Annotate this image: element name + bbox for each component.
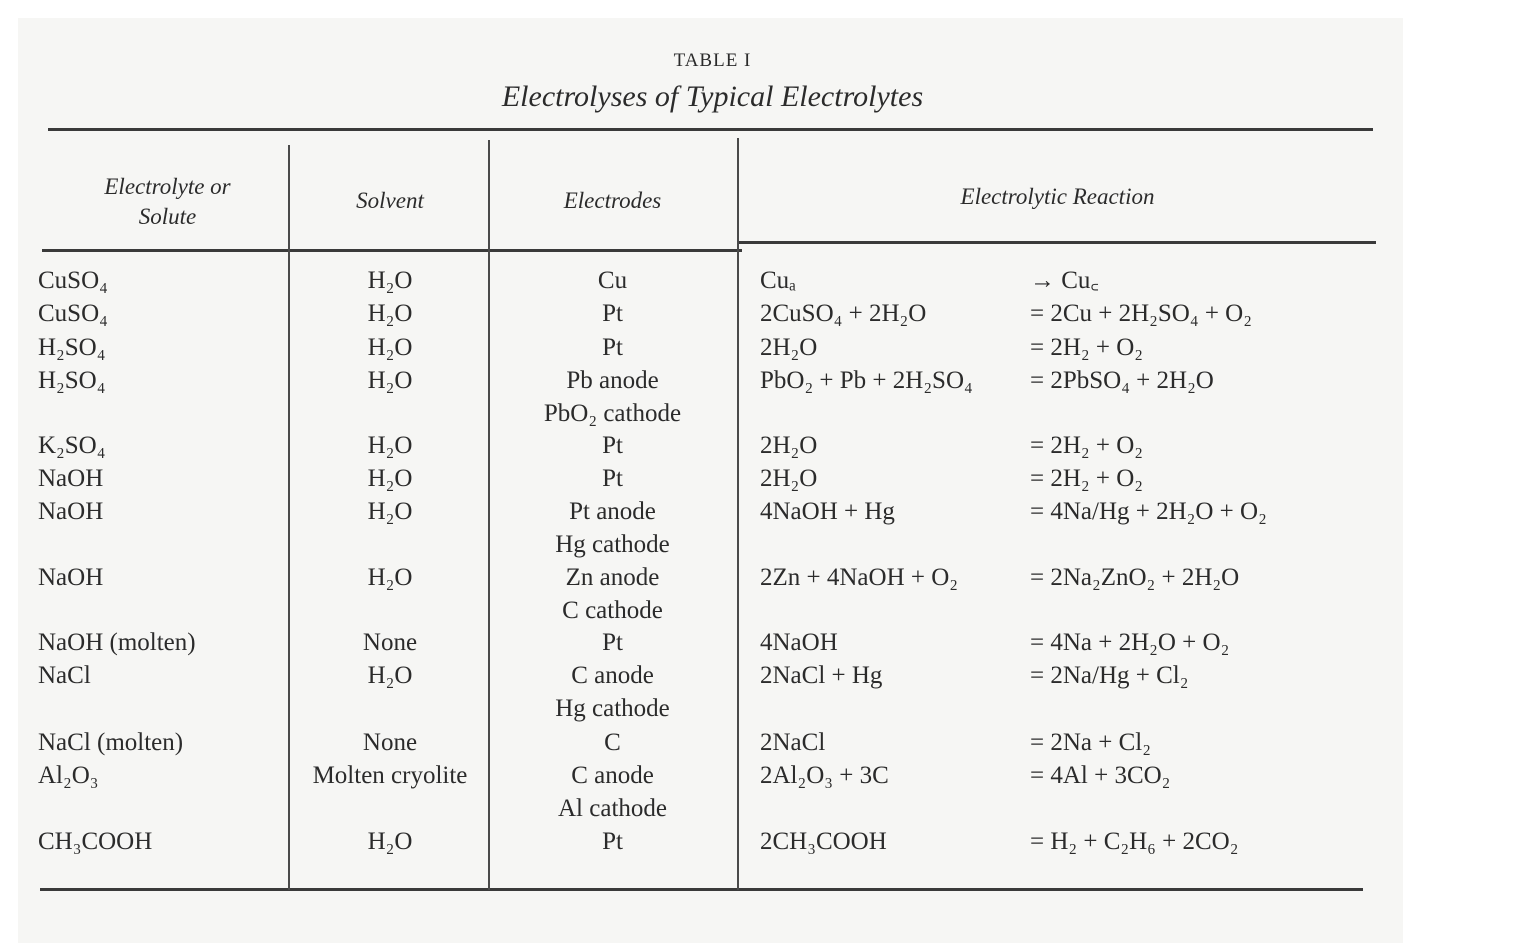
cell-reactants: PbO₂ + Pb + 2H₂SO₄ (760, 367, 973, 394)
cell-products: = H₂ + C₂H₆ + 2CO₂ (1030, 828, 1239, 855)
cell-electrodes: Al cathode (558, 795, 667, 822)
cell-reactants: 2NaCl + Hg (760, 662, 883, 689)
cell-reactants: 4NaOH + Hg (760, 498, 895, 525)
cell-reactants: 2H₂O (760, 465, 818, 492)
cell-solvent: H₂O (367, 465, 413, 492)
cell-reactants: 2CuSO₄ + 2H₂O (760, 300, 927, 327)
cell-electrodes: Pt (602, 300, 623, 327)
table-label: TABLE I (673, 50, 752, 71)
cell-reactants: 4NaOH (760, 629, 838, 656)
cell-reactants: 2H₂O (760, 432, 818, 459)
cell-electrolyte: K₂SO₄ (38, 432, 106, 459)
cell-solvent: None (362, 729, 418, 756)
cell-products: = 2H₂ + O₂ (1030, 432, 1143, 459)
cell-electrolyte: NaOH (38, 498, 104, 525)
cell-electrodes: Pt (602, 334, 623, 361)
cell-products: = 2Na₂ZnO₂ + 2H₂O (1030, 564, 1240, 591)
cell-solvent: H₂O (367, 300, 413, 327)
cell-electrolyte: Al₂O₃ (38, 762, 99, 789)
cell-electrolyte: H₂SO₄ (38, 334, 106, 361)
cell-solvent: H₂O (367, 334, 413, 361)
cell-products: = 4Na + 2H₂O + O₂ (1030, 629, 1230, 656)
bottom-rule (40, 888, 1363, 891)
cell-electrodes: PbO₂ cathode (543, 400, 682, 427)
cell-electrodes: Pt (602, 465, 623, 492)
cell-solvent: H₂O (367, 564, 413, 591)
header-rule-right (738, 241, 1376, 244)
cell-electrolyte: NaCl (38, 662, 91, 689)
cell-solvent: Molten cryolite (312, 762, 468, 789)
header-electrolyte-line2: Solute (138, 204, 197, 229)
header-electrolyte-line1: Electrolyte or (104, 174, 231, 199)
cell-solvent: H₂O (367, 828, 413, 855)
cell-electrolyte: NaCl (molten) (38, 729, 184, 756)
header-solvent: Solvent (356, 188, 424, 213)
cell-electrodes: Zn anode (565, 564, 660, 591)
cell-electrodes: Hg cathode (555, 695, 670, 722)
cell-electrolyte: H₂SO₄ (38, 367, 106, 394)
cell-electrodes: C anode (571, 662, 654, 689)
cell-electrodes: Pb anode (566, 367, 659, 394)
header-rule-left (42, 249, 742, 252)
cell-solvent: H₂O (367, 367, 413, 394)
cell-reactants: 2NaCl (760, 729, 826, 756)
cell-products: = 2Na/Hg + Cl₂ (1030, 662, 1189, 689)
cell-products: = 2PbSO₄ + 2H₂O (1030, 367, 1214, 394)
cell-products: = 4Na/Hg + 2H₂O + O₂ (1030, 498, 1267, 525)
cell-products: → Cu꜀ (1030, 267, 1100, 294)
cell-electrodes: C (604, 729, 621, 756)
cell-electrodes: Pt (602, 828, 623, 855)
top-rule (48, 128, 1373, 131)
header-electrolyte (60, 172, 275, 232)
cell-reactants: 2Zn + 4NaOH + O₂ (760, 564, 958, 591)
cell-solvent: H₂O (367, 662, 413, 689)
table-title: Electrolyses of Typical Electrolytes (501, 80, 924, 113)
cell-products: = 2Na + Cl₂ (1030, 729, 1151, 756)
cell-solvent: None (362, 629, 418, 656)
column-divider-3 (737, 138, 739, 890)
cell-electrolyte: NaOH (molten) (38, 629, 196, 656)
cell-electrolyte: CuSO₄ (38, 300, 108, 327)
cell-solvent: H₂O (367, 432, 413, 459)
cell-electrolyte: CH₃COOH (38, 828, 153, 855)
cell-products: = 2Cu + 2H₂SO₄ + O₂ (1030, 300, 1252, 327)
cell-solvent: H₂O (367, 498, 413, 525)
cell-electrodes: Pt (602, 432, 623, 459)
cell-electrodes: Pt anode (569, 498, 656, 525)
header-electrodes: Electrodes (563, 188, 662, 213)
cell-products: = 4Al + 3CO₂ (1030, 762, 1171, 789)
cell-reactants: 2CH₃COOH (760, 828, 887, 855)
cell-products: = 2H₂ + O₂ (1030, 334, 1143, 361)
cell-products: = 2H₂ + O₂ (1030, 465, 1143, 492)
cell-electrolyte: NaOH (38, 564, 104, 591)
cell-electrodes: C anode (571, 762, 654, 789)
cell-reactants: 2H₂O (760, 334, 818, 361)
cell-reactants: Cuₐ (760, 267, 797, 294)
cell-electrodes: C cathode (562, 597, 663, 624)
cell-electrodes: Pt (602, 629, 623, 656)
cell-solvent: H₂O (367, 267, 413, 294)
cell-electrodes: Hg cathode (555, 531, 670, 558)
cell-electrolyte: NaOH (38, 465, 104, 492)
cell-electrodes: Cu (597, 267, 628, 294)
cell-reactants: 2Al₂O₃ + 3C (760, 762, 889, 789)
header-reaction: Electrolytic Reaction (960, 184, 1155, 209)
cell-electrolyte: CuSO₄ (38, 267, 108, 294)
